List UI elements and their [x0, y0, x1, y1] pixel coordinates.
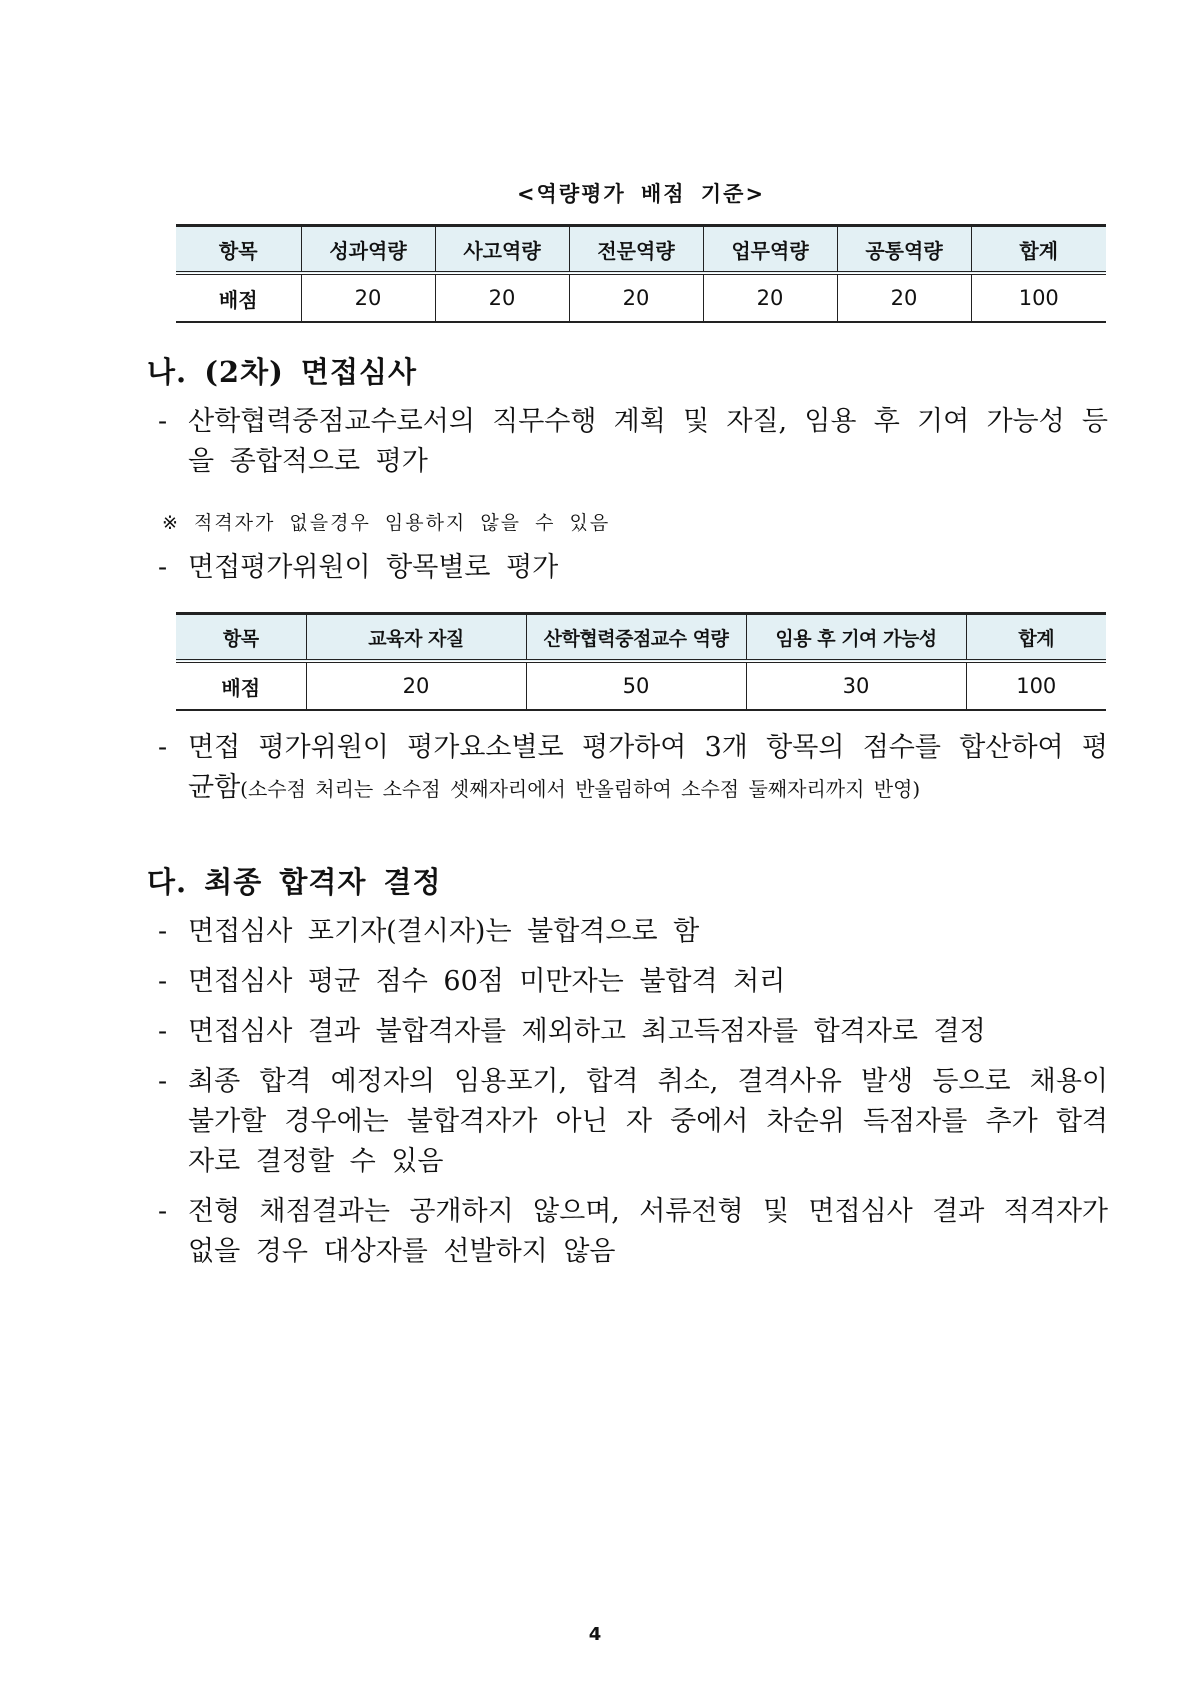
bullet-text: 면접평가위원이 항목별로 평가 [188, 552, 559, 583]
bullet-text [188, 728, 1108, 809]
bullet-dash: - [158, 732, 168, 763]
bullet-text: 전형 채점결과는 공개하지 않으며, 서류전형 및 면접심사 결과 적격자가 없을 경우 대상자를 선발하지 않음 [188, 1196, 1108, 1267]
score-cell: 20 [435, 273, 569, 322]
header-cell: 산학협력중점교수 역량 [526, 614, 746, 662]
note-text: ※ 적격자가 없을경우 임용하지 않을 수 있음 [162, 512, 611, 534]
row-label-cell: 배점 [176, 273, 301, 322]
bullet-dash: - [158, 552, 168, 583]
list-item [158, 728, 1108, 809]
list-item [158, 912, 1108, 952]
table-header-row [176, 226, 1106, 274]
list-item [158, 402, 1108, 482]
header-cell: 성과역량 [301, 226, 435, 274]
score-cell: 20 [703, 273, 837, 322]
header-cell: 항목 [176, 614, 306, 662]
list-item [158, 1192, 1108, 1272]
header-cell: 교육자 자질 [306, 614, 526, 662]
header-cell: 전문역량 [569, 226, 703, 274]
bullet-paren-text: (소수점 처리는 소수점 셋째자리에서 반올림하여 소수점 둘째자리까지 반영) [240, 777, 921, 801]
competency-score-table [176, 224, 1106, 323]
header-cell: 합계 [971, 226, 1106, 274]
list-item [158, 548, 1108, 588]
bullet-dash: - [158, 966, 168, 997]
bullet-main-text: 면접 평가위원이 평가요소별로 평가하여 3개 항목의 점수를 합산하여 평균함 [188, 732, 1108, 803]
bullet-text: 면접심사 포기자(결시자)는 불합격으로 함 [188, 916, 700, 947]
header-cell: 사고역량 [435, 226, 569, 274]
bullet-dash: - [158, 406, 168, 437]
score-cell: 20 [301, 273, 435, 322]
table-row [176, 273, 1106, 322]
header-cell: 공통역량 [837, 226, 971, 274]
page-number: 4 [588, 1624, 602, 1645]
list-item [158, 1062, 1108, 1182]
header-cell: 합계 [966, 614, 1106, 662]
bullet-dash: - [158, 1196, 168, 1227]
header-cell: 임용 후 기여 가능성 [746, 614, 966, 662]
bullet-dash: - [158, 916, 168, 947]
bullet-text: 산학협력중점교수로서의 직무수행 계획 및 자질, 임용 후 기여 가능성 등을 종합적으로 평가 [188, 406, 1108, 477]
list-item [158, 1012, 1108, 1052]
list-item [158, 962, 1108, 1002]
bullet-text: 최종 합격 예정자의 임용포기, 합격 취소, 결격사유 발생 등으로 채용이 불가할 경우에는 불합격자가 아닌 자 중에서 차순위 득점자를 추가 합격자로 결정할 수 있음 [188, 1066, 1108, 1177]
bullet-dash: - [158, 1016, 168, 1047]
header-cell: 업무역량 [703, 226, 837, 274]
table-header-row [176, 614, 1106, 662]
table-row [176, 661, 1106, 710]
row-label-cell: 배점 [176, 661, 306, 710]
score-cell: 50 [526, 661, 746, 710]
bullet-text: 면접심사 평균 점수 60점 미만자는 불합격 처리 [188, 966, 786, 997]
section-heading-interview: 나. (2차) 면접심사 [147, 355, 417, 389]
bullet-dash: - [158, 1066, 168, 1097]
interview-score-table [176, 612, 1106, 711]
header-cell: 항목 [176, 226, 301, 274]
score-total-cell: 100 [971, 273, 1106, 322]
score-total-cell: 100 [966, 661, 1106, 710]
score-cell: 30 [746, 661, 966, 710]
section-heading-final: 다. 최종 합격자 결정 [147, 865, 442, 899]
table-caption: <역량평가 배점 기준> [516, 182, 766, 206]
score-cell: 20 [837, 273, 971, 322]
bullet-text: 면접심사 결과 불합격자를 제외하고 최고득점자를 합격자로 결정 [188, 1016, 986, 1047]
score-cell: 20 [569, 273, 703, 322]
score-cell: 20 [306, 661, 526, 710]
